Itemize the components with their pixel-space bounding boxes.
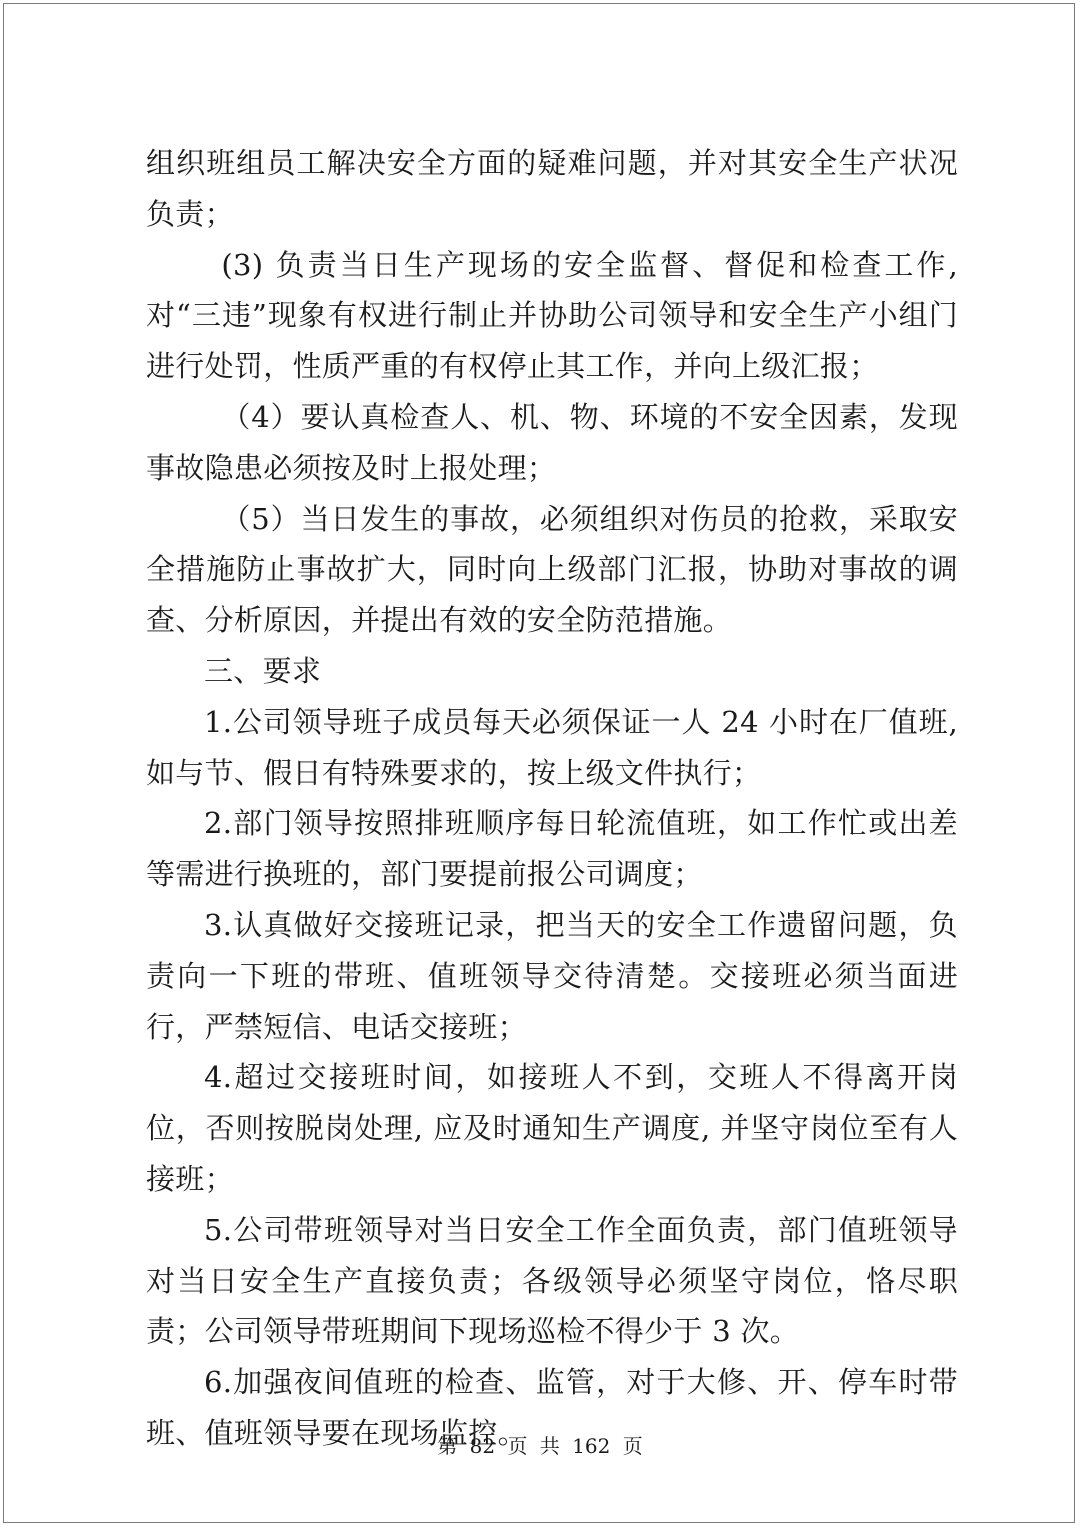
- requirement-2: 2.部门领导按照排班顺序每日轮流值班，如工作忙或出差等需进行换班的，部门要提前报公司调度；: [146, 806, 958, 892]
- page-number-footer: 第 82 页 共 162 页: [437, 1434, 643, 1458]
- section-heading-requirements: 三、要求: [204, 653, 322, 688]
- paragraph-item-5: （5）当日发生的事故，必须组织对伤员的抢救，采取安全措施防止事故扩大，同时向上级部门汇报，协助对事故的调查、分析原因，并提出有效的安全防范措施。: [146, 501, 958, 638]
- requirement-3: 3.认真做好交接班记录，把当天的安全工作遗留问题，负责向一下班的带班、值班领导交待清楚。交接班必须当面进行，严禁短信、电话交接班；: [146, 907, 958, 1044]
- document-body: [146, 138, 958, 1459]
- paragraph-item-4: （4）要认真检查人、机、物、环境的不安全因素，发现事故隐患必须按及时上报处理；: [146, 399, 958, 485]
- paragraph-continuation: 组织班组员工解决安全方面的疑难问题，并对其安全生产状况负责；: [146, 146, 958, 231]
- document-page: [3, 3, 1075, 1523]
- paragraph-item-3: (3) 负责当日生产现场的安全监督、督促和检查工作, 对“三违”现象有权进行制止并协助公司领导和安全生产小组门进行处罚，性质严重的有权停止其工作，并向上级汇报；: [146, 247, 958, 384]
- requirement-5: 5.公司带班领导对当日安全工作全面负责，部门值班领导对当日安全生产直接负责；各级领导必须坚守岗位，恪尽职责；公司领导带班期间下现场巡检不得少于 3 次。: [146, 1212, 958, 1349]
- requirement-1: 1.公司领导班子成员每天必须保证一人 24 小时在厂值班, 如与节、假日有特殊要求的，按上级文件执行；: [146, 704, 958, 790]
- requirement-4: 4.超过交接班时间，如接班人不到，交班人不得离开岗位，否则按脱岗处理, 应及时通知生产调度, 并坚守岗位至有人接班；: [146, 1060, 958, 1196]
- requirement-6: 6.加强夜间值班的检查、监管，对于大修、开、停车时带班、值班领导要在现场监控。: [146, 1365, 958, 1450]
